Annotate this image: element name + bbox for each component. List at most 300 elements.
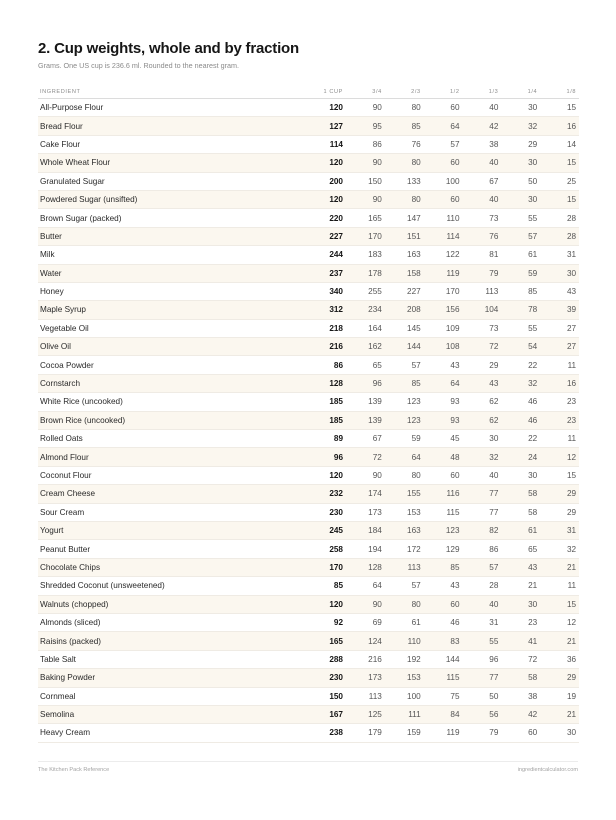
table-row <box>38 411 579 429</box>
fraction-weight: 31 <box>540 246 579 264</box>
fraction-weight: 81 <box>463 246 502 264</box>
table-row <box>38 632 579 650</box>
fraction-weight: 14 <box>540 135 579 153</box>
fraction-weight: 29 <box>463 356 502 374</box>
ingredient-name: Table Salt <box>38 650 308 668</box>
fraction-weight: 65 <box>501 540 540 558</box>
fraction-weight: 58 <box>501 485 540 503</box>
fraction-weight: 170 <box>346 227 385 245</box>
ingredient-name: Sour Cream <box>38 503 308 521</box>
table-row <box>38 650 579 668</box>
one-cup-weight: 245 <box>308 521 346 539</box>
column-header-2-3: 2/3 <box>385 85 424 99</box>
fraction-weight: 21 <box>540 705 579 723</box>
fraction-weight: 64 <box>346 577 385 595</box>
fraction-weight: 29 <box>540 669 579 687</box>
fraction-weight: 116 <box>424 485 463 503</box>
ingredient-name: Cornmeal <box>38 687 308 705</box>
fraction-weight: 12 <box>540 613 579 631</box>
fraction-weight: 43 <box>463 374 502 392</box>
table-row <box>38 356 579 374</box>
one-cup-weight: 128 <box>308 374 346 392</box>
ingredient-name: Cocoa Powder <box>38 356 308 374</box>
fraction-weight: 41 <box>501 632 540 650</box>
fraction-weight: 90 <box>346 466 385 484</box>
ingredient-name: Brown Rice (uncooked) <box>38 411 308 429</box>
fraction-weight: 32 <box>463 448 502 466</box>
fraction-weight: 15 <box>540 99 579 117</box>
fraction-weight: 32 <box>501 117 540 135</box>
fraction-weight: 123 <box>424 521 463 539</box>
table-row <box>38 521 579 539</box>
fraction-weight: 113 <box>346 687 385 705</box>
fraction-weight: 46 <box>424 613 463 631</box>
fraction-weight: 90 <box>346 595 385 613</box>
fraction-weight: 30 <box>540 724 579 742</box>
fraction-weight: 129 <box>424 540 463 558</box>
table-row <box>38 301 579 319</box>
fraction-weight: 60 <box>501 724 540 742</box>
table-row <box>38 466 579 484</box>
fraction-weight: 158 <box>385 264 424 282</box>
ingredient-name: Coconut Flour <box>38 466 308 484</box>
fraction-weight: 93 <box>424 411 463 429</box>
fraction-weight: 110 <box>424 209 463 227</box>
one-cup-weight: 85 <box>308 577 346 595</box>
fraction-weight: 45 <box>424 430 463 448</box>
fraction-weight: 163 <box>385 521 424 539</box>
table-row <box>38 227 579 245</box>
fraction-weight: 60 <box>424 595 463 613</box>
fraction-weight: 46 <box>501 411 540 429</box>
fraction-weight: 173 <box>346 503 385 521</box>
ingredient-name: Granulated Sugar <box>38 172 308 190</box>
ingredient-name: Shredded Coconut (unsweetened) <box>38 577 308 595</box>
fraction-weight: 83 <box>424 632 463 650</box>
one-cup-weight: 185 <box>308 411 346 429</box>
ingredient-name: Whole Wheat Flour <box>38 154 308 172</box>
fraction-weight: 139 <box>346 411 385 429</box>
fraction-weight: 48 <box>424 448 463 466</box>
one-cup-weight: 230 <box>308 503 346 521</box>
fraction-weight: 73 <box>463 209 502 227</box>
fraction-weight: 128 <box>346 558 385 576</box>
fraction-weight: 40 <box>463 154 502 172</box>
ingredient-name: Olive Oil <box>38 338 308 356</box>
fraction-weight: 78 <box>501 301 540 319</box>
fraction-weight: 62 <box>463 411 502 429</box>
fraction-weight: 40 <box>463 190 502 208</box>
fraction-weight: 21 <box>540 632 579 650</box>
fraction-weight: 67 <box>346 430 385 448</box>
fraction-weight: 42 <box>463 117 502 135</box>
fraction-weight: 122 <box>424 246 463 264</box>
fraction-weight: 124 <box>346 632 385 650</box>
fraction-weight: 57 <box>385 356 424 374</box>
fraction-weight: 90 <box>346 154 385 172</box>
fraction-weight: 56 <box>463 705 502 723</box>
column-header-1-4: 1/4 <box>501 85 540 99</box>
fraction-weight: 57 <box>463 558 502 576</box>
fraction-weight: 159 <box>385 724 424 742</box>
fraction-weight: 72 <box>501 650 540 668</box>
column-header-3-4: 3/4 <box>346 85 385 99</box>
fraction-weight: 61 <box>385 613 424 631</box>
fraction-weight: 123 <box>385 393 424 411</box>
fraction-weight: 19 <box>540 687 579 705</box>
fraction-weight: 30 <box>501 154 540 172</box>
fraction-weight: 115 <box>424 669 463 687</box>
table-body <box>38 99 579 743</box>
fraction-weight: 85 <box>385 117 424 135</box>
one-cup-weight: 120 <box>308 154 346 172</box>
fraction-weight: 144 <box>424 650 463 668</box>
fraction-weight: 110 <box>385 632 424 650</box>
fraction-weight: 147 <box>385 209 424 227</box>
fraction-weight: 50 <box>463 687 502 705</box>
table-row <box>38 172 579 190</box>
fraction-weight: 57 <box>385 577 424 595</box>
one-cup-weight: 120 <box>308 190 346 208</box>
fraction-weight: 76 <box>463 227 502 245</box>
one-cup-weight: 89 <box>308 430 346 448</box>
fraction-weight: 11 <box>540 430 579 448</box>
fraction-weight: 31 <box>463 613 502 631</box>
table-row <box>38 724 579 742</box>
fraction-weight: 31 <box>540 521 579 539</box>
fraction-weight: 90 <box>346 190 385 208</box>
table-row <box>38 319 579 337</box>
fraction-weight: 109 <box>424 319 463 337</box>
fraction-weight: 62 <box>463 393 502 411</box>
fraction-weight: 162 <box>346 338 385 356</box>
fraction-weight: 15 <box>540 595 579 613</box>
one-cup-weight: 170 <box>308 558 346 576</box>
one-cup-weight: 258 <box>308 540 346 558</box>
ingredient-name: Almond Flour <box>38 448 308 466</box>
fraction-weight: 153 <box>385 669 424 687</box>
fraction-weight: 119 <box>424 724 463 742</box>
column-header-ingredient: INGREDIENT <box>38 85 308 99</box>
fraction-weight: 28 <box>463 577 502 595</box>
cup-weights-table <box>38 85 579 743</box>
fraction-weight: 43 <box>424 577 463 595</box>
fraction-weight: 50 <box>501 172 540 190</box>
one-cup-weight: 114 <box>308 135 346 153</box>
fraction-weight: 183 <box>346 246 385 264</box>
column-header-1-3: 1/3 <box>463 85 502 99</box>
fraction-weight: 194 <box>346 540 385 558</box>
fraction-weight: 64 <box>424 374 463 392</box>
fraction-weight: 60 <box>424 154 463 172</box>
fraction-weight: 30 <box>463 430 502 448</box>
fraction-weight: 113 <box>463 282 502 300</box>
fraction-weight: 30 <box>540 264 579 282</box>
footer-right-text: ingredientcalculator.com <box>517 767 578 773</box>
fraction-weight: 77 <box>463 485 502 503</box>
ingredient-name: Rolled Oats <box>38 430 308 448</box>
fraction-weight: 79 <box>463 264 502 282</box>
fraction-weight: 46 <box>501 393 540 411</box>
fraction-weight: 125 <box>346 705 385 723</box>
fraction-weight: 179 <box>346 724 385 742</box>
fraction-weight: 178 <box>346 264 385 282</box>
fraction-weight: 40 <box>463 595 502 613</box>
fraction-weight: 55 <box>463 632 502 650</box>
fraction-weight: 77 <box>463 669 502 687</box>
ingredient-name: Raisins (packed) <box>38 632 308 650</box>
one-cup-weight: 216 <box>308 338 346 356</box>
fraction-weight: 151 <box>385 227 424 245</box>
fraction-weight: 15 <box>540 466 579 484</box>
fraction-weight: 24 <box>501 448 540 466</box>
column-header-1-8: 1/8 <box>540 85 579 99</box>
fraction-weight: 133 <box>385 172 424 190</box>
fraction-weight: 73 <box>463 319 502 337</box>
one-cup-weight: 340 <box>308 282 346 300</box>
fraction-weight: 145 <box>385 319 424 337</box>
fraction-weight: 59 <box>385 430 424 448</box>
one-cup-weight: 150 <box>308 687 346 705</box>
fraction-weight: 43 <box>424 356 463 374</box>
table-row <box>38 190 579 208</box>
fraction-weight: 80 <box>385 190 424 208</box>
fraction-weight: 115 <box>424 503 463 521</box>
fraction-weight: 85 <box>424 558 463 576</box>
ingredient-name: Maple Syrup <box>38 301 308 319</box>
fraction-weight: 27 <box>540 319 579 337</box>
one-cup-weight: 185 <box>308 393 346 411</box>
ingredient-name: Walnuts (chopped) <box>38 595 308 613</box>
ingredient-name: Cornstarch <box>38 374 308 392</box>
fraction-weight: 85 <box>501 282 540 300</box>
ingredient-name: Milk <box>38 246 308 264</box>
fraction-weight: 27 <box>540 338 579 356</box>
one-cup-weight: 92 <box>308 613 346 631</box>
fraction-weight: 30 <box>501 99 540 117</box>
fraction-weight: 174 <box>346 485 385 503</box>
fraction-weight: 29 <box>501 135 540 153</box>
ingredient-name: Cake Flour <box>38 135 308 153</box>
ingredient-name: Powdered Sugar (unsifted) <box>38 190 308 208</box>
ingredient-name: Brown Sugar (packed) <box>38 209 308 227</box>
fraction-weight: 163 <box>385 246 424 264</box>
ingredient-name: All-Purpose Flour <box>38 99 308 117</box>
fraction-weight: 58 <box>501 503 540 521</box>
fraction-weight: 255 <box>346 282 385 300</box>
fraction-weight: 58 <box>501 669 540 687</box>
fraction-weight: 234 <box>346 301 385 319</box>
fraction-weight: 23 <box>540 411 579 429</box>
fraction-weight: 79 <box>463 724 502 742</box>
fraction-weight: 38 <box>463 135 502 153</box>
fraction-weight: 16 <box>540 374 579 392</box>
one-cup-weight: 86 <box>308 356 346 374</box>
ingredient-name: Water <box>38 264 308 282</box>
table-row <box>38 669 579 687</box>
fraction-weight: 227 <box>385 282 424 300</box>
fraction-weight: 82 <box>463 521 502 539</box>
column-header-1-2: 1/2 <box>424 85 463 99</box>
table-row <box>38 485 579 503</box>
one-cup-weight: 288 <box>308 650 346 668</box>
fraction-weight: 164 <box>346 319 385 337</box>
ingredient-name: Vegetable Oil <box>38 319 308 337</box>
ingredient-name: Chocolate Chips <box>38 558 308 576</box>
one-cup-weight: 218 <box>308 319 346 337</box>
fraction-weight: 64 <box>424 117 463 135</box>
table-row <box>38 687 579 705</box>
fraction-weight: 60 <box>424 99 463 117</box>
table-row <box>38 613 579 631</box>
fraction-weight: 55 <box>501 209 540 227</box>
fraction-weight: 15 <box>540 190 579 208</box>
fraction-weight: 95 <box>346 117 385 135</box>
ingredient-name: Almonds (sliced) <box>38 613 308 631</box>
fraction-weight: 28 <box>540 209 579 227</box>
fraction-weight: 192 <box>385 650 424 668</box>
table-row <box>38 117 579 135</box>
fraction-weight: 114 <box>424 227 463 245</box>
table-header-row <box>38 85 579 99</box>
fraction-weight: 172 <box>385 540 424 558</box>
fraction-weight: 22 <box>501 356 540 374</box>
fraction-weight: 72 <box>346 448 385 466</box>
fraction-weight: 54 <box>501 338 540 356</box>
fraction-weight: 23 <box>501 613 540 631</box>
table-row <box>38 503 579 521</box>
fraction-weight: 153 <box>385 503 424 521</box>
fraction-weight: 184 <box>346 521 385 539</box>
one-cup-weight: 165 <box>308 632 346 650</box>
fraction-weight: 76 <box>385 135 424 153</box>
fraction-weight: 12 <box>540 448 579 466</box>
one-cup-weight: 312 <box>308 301 346 319</box>
fraction-weight: 123 <box>385 411 424 429</box>
fraction-weight: 173 <box>346 669 385 687</box>
fraction-weight: 38 <box>501 687 540 705</box>
one-cup-weight: 200 <box>308 172 346 190</box>
fraction-weight: 69 <box>346 613 385 631</box>
one-cup-weight: 238 <box>308 724 346 742</box>
table-row <box>38 338 579 356</box>
one-cup-weight: 167 <box>308 705 346 723</box>
one-cup-weight: 244 <box>308 246 346 264</box>
fraction-weight: 29 <box>540 503 579 521</box>
column-header-1-cup: 1 CUP <box>308 85 346 99</box>
fraction-weight: 61 <box>501 246 540 264</box>
fraction-weight: 100 <box>385 687 424 705</box>
fraction-weight: 21 <box>540 558 579 576</box>
fraction-weight: 57 <box>424 135 463 153</box>
fraction-weight: 150 <box>346 172 385 190</box>
table-row <box>38 577 579 595</box>
fraction-weight: 165 <box>346 209 385 227</box>
fraction-weight: 11 <box>540 356 579 374</box>
fraction-weight: 64 <box>385 448 424 466</box>
fraction-weight: 139 <box>346 393 385 411</box>
table-row <box>38 540 579 558</box>
fraction-weight: 30 <box>501 466 540 484</box>
ingredient-name: Bread Flour <box>38 117 308 135</box>
ingredient-name: White Rice (uncooked) <box>38 393 308 411</box>
fraction-weight: 15 <box>540 154 579 172</box>
fraction-weight: 86 <box>346 135 385 153</box>
fraction-weight: 23 <box>540 393 579 411</box>
fraction-weight: 22 <box>501 430 540 448</box>
table-row <box>38 595 579 613</box>
table-row <box>38 558 579 576</box>
fraction-weight: 59 <box>501 264 540 282</box>
fraction-weight: 29 <box>540 485 579 503</box>
fraction-weight: 72 <box>463 338 502 356</box>
ingredient-name: Baking Powder <box>38 669 308 687</box>
fraction-weight: 119 <box>424 264 463 282</box>
ingredient-name: Peanut Butter <box>38 540 308 558</box>
fraction-weight: 43 <box>501 558 540 576</box>
one-cup-weight: 232 <box>308 485 346 503</box>
fraction-weight: 96 <box>463 650 502 668</box>
table-row <box>38 705 579 723</box>
fraction-weight: 28 <box>540 227 579 245</box>
ingredient-name: Cream Cheese <box>38 485 308 503</box>
table-row <box>38 154 579 172</box>
table-row <box>38 209 579 227</box>
fraction-weight: 55 <box>501 319 540 337</box>
one-cup-weight: 120 <box>308 99 346 117</box>
table-row <box>38 393 579 411</box>
fraction-weight: 30 <box>501 190 540 208</box>
fraction-weight: 65 <box>346 356 385 374</box>
fraction-weight: 93 <box>424 393 463 411</box>
table-row <box>38 374 579 392</box>
one-cup-weight: 220 <box>308 209 346 227</box>
footer-left-text: The Kitchen Pack Reference <box>38 767 110 773</box>
ingredient-name: Semolina <box>38 705 308 723</box>
table-row <box>38 135 579 153</box>
fraction-weight: 16 <box>540 117 579 135</box>
one-cup-weight: 237 <box>308 264 346 282</box>
ingredient-name: Honey <box>38 282 308 300</box>
fraction-weight: 84 <box>424 705 463 723</box>
one-cup-weight: 96 <box>308 448 346 466</box>
one-cup-weight: 230 <box>308 669 346 687</box>
ingredient-name: Heavy Cream <box>38 724 308 742</box>
fraction-weight: 108 <box>424 338 463 356</box>
fraction-weight: 30 <box>501 595 540 613</box>
fraction-weight: 85 <box>385 374 424 392</box>
table-row <box>38 282 579 300</box>
page-footer <box>38 761 578 773</box>
one-cup-weight: 120 <box>308 595 346 613</box>
page-title: 2. Cup weights, whole and by fraction <box>38 40 299 57</box>
fraction-weight: 156 <box>424 301 463 319</box>
table-row <box>38 99 579 117</box>
table-row <box>38 448 579 466</box>
fraction-weight: 80 <box>385 466 424 484</box>
one-cup-weight: 127 <box>308 117 346 135</box>
fraction-weight: 36 <box>540 650 579 668</box>
fraction-weight: 43 <box>540 282 579 300</box>
one-cup-weight: 120 <box>308 466 346 484</box>
fraction-weight: 113 <box>385 558 424 576</box>
fraction-weight: 96 <box>346 374 385 392</box>
fraction-weight: 32 <box>501 374 540 392</box>
fraction-weight: 104 <box>463 301 502 319</box>
fraction-weight: 32 <box>540 540 579 558</box>
ingredient-name: Butter <box>38 227 308 245</box>
table-row <box>38 246 579 264</box>
